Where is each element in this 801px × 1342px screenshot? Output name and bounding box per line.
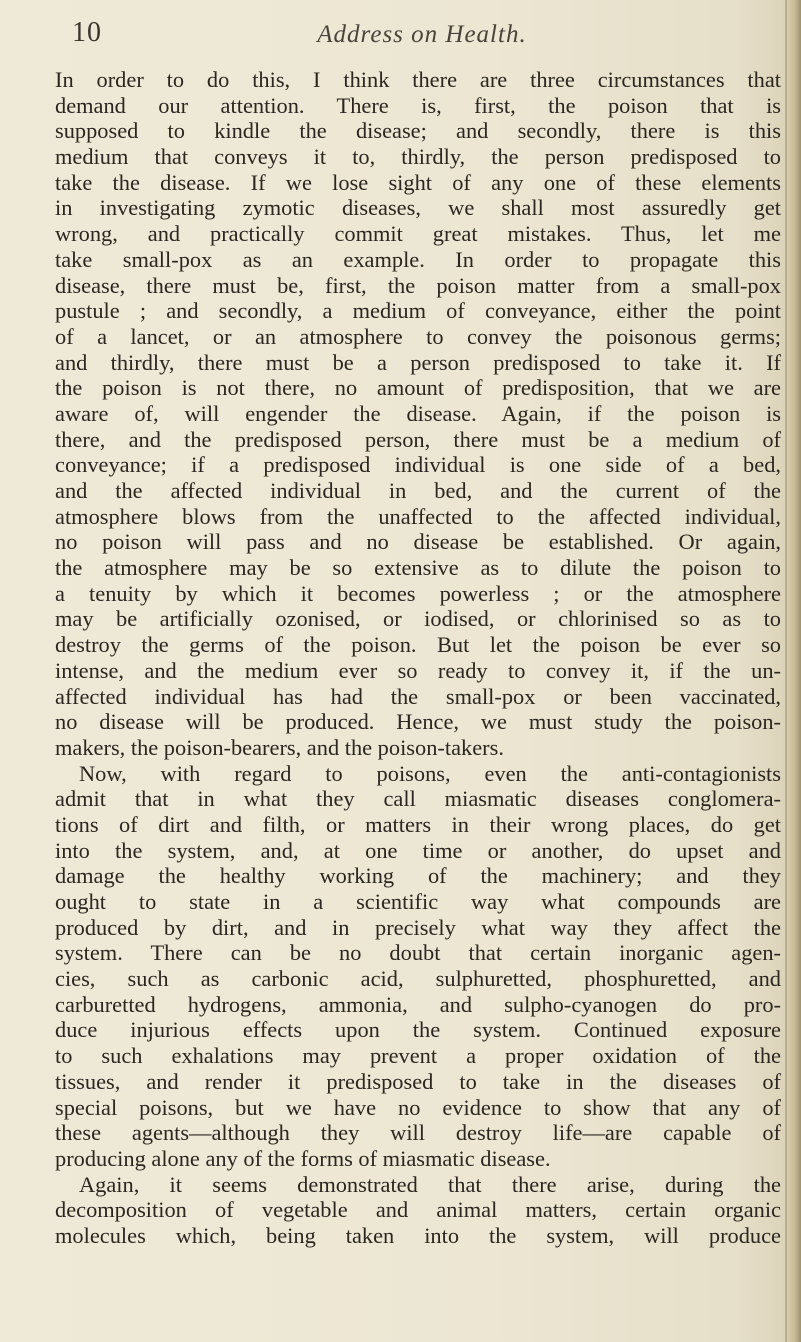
text-line: ought to state in a scientific way what compounds are: [55, 889, 781, 914]
text-line: producing alone any of the forms of miasmatic disease.: [55, 1145, 551, 1171]
text-line: may be artificially ozonised, or iodised, or chlorinised so as to: [55, 606, 781, 632]
text-line: molecules which, being taken into the system, will produce: [55, 1222, 781, 1248]
text-line: of a lancet, or an atmosphere to convey the poisonous germs;: [55, 323, 781, 349]
text-line: atmosphere blows from the unaffected to the affected individual,: [55, 503, 781, 529]
text-line: demand our attention. There is, first, the poison that is: [55, 92, 781, 118]
text-line: Now, with regard to poisons, even the anti-contagionists: [79, 760, 781, 786]
text-line: destroy the germs of the poison. But let the poison be ever so: [55, 632, 781, 658]
text-line: take small-pox as an example. In order to propagate this: [55, 246, 781, 272]
page-edge-shadow: [787, 0, 801, 1342]
text-line: carburetted hydrogens, ammonia, and sulpho-cyanogen do pro-: [55, 991, 781, 1017]
text-line: In order to do this, I think there are three circumstances that: [55, 67, 781, 92]
text-line: duce injurious effects upon the system. Continued exposure: [55, 1017, 781, 1043]
text-line: no disease will be produced. Hence, we must study the poison-: [55, 709, 781, 735]
text-line: into the system, and, at one time or another, do upset and: [55, 837, 781, 863]
text-line: the poison is not there, no amount of predisposition, that we are: [55, 375, 781, 401]
text-line: conveyance; if a predisposed individual is one side of a bed,: [55, 452, 781, 478]
text-line: no poison will pass and no disease be established. Or again,: [55, 529, 781, 555]
text-line: to such exhalations may prevent a proper oxidation of the: [55, 1043, 781, 1069]
text-line: and the affected individual in bed, and the current of the: [55, 478, 781, 503]
body-text: [55, 67, 781, 1249]
text-line: makers, the poison-bearers, and the poison-takers.: [55, 734, 504, 760]
text-line: special poisons, but we have no evidence to show that any of: [55, 1094, 781, 1120]
text-line: supposed to kindle the disease; and secondly, there is this: [55, 118, 781, 144]
text-line: wrong, and practically commit great mistakes. Thus, let me: [55, 221, 781, 247]
text-line: affected individual has had the small-pox or been vaccinated,: [55, 683, 781, 709]
text-line: decomposition of vegetable and animal matters, certain organic: [55, 1197, 781, 1223]
text-line: tions of dirt and filth, or matters in their wrong places, do get: [55, 811, 781, 837]
running-title: Address on Health.: [317, 21, 527, 48]
text-line: take the disease. If we lose sight of any one of these elements: [55, 169, 781, 195]
text-line: pustule ; and secondly, a medium of conveyance, either the point: [55, 298, 781, 324]
text-line: medium that conveys it to, thirdly, the person predisposed to: [55, 144, 781, 170]
text-line: tissues, and render it predisposed to take in the diseases of: [55, 1068, 781, 1094]
text-line: in investigating zymotic diseases, we shall most assuredly get: [55, 195, 781, 221]
text-line: and thirdly, there must be a person predisposed to take it. If: [55, 349, 781, 375]
text-line: cies, such as carbonic acid, sulphuretted, phosphuretted, and: [55, 966, 781, 992]
text-line: intense, and the medium ever so ready to convey it, if the un-: [55, 657, 781, 683]
text-line: there, and the predisposed person, there must be a medium of: [55, 426, 781, 452]
text-line: Again, it seems demonstrated that there arise, during the: [79, 1171, 781, 1197]
text-line: damage the healthy working of the machinery; and they: [55, 863, 781, 889]
page-header: [72, 16, 772, 56]
text-line: disease, there must be, first, the poison matter from a small-pox: [55, 272, 781, 298]
text-line: admit that in what they call miasmatic diseases conglomera-: [55, 786, 781, 812]
text-line: produced by dirt, and in precisely what way they affect the: [55, 914, 781, 940]
text-line: system. There can be no doubt that certain inorganic agen-: [55, 940, 781, 966]
text-line: these agents—although they will destroy life—are capable of: [55, 1120, 781, 1146]
text-line: aware of, will engender the disease. Again, if the poison is: [55, 400, 781, 426]
page-number: 10: [72, 17, 102, 48]
text-line: a tenuity by which it becomes powerless ; or the atmosphere: [55, 580, 781, 606]
text-line: the atmosphere may be so extensive as to dilute the poison to: [55, 555, 781, 581]
